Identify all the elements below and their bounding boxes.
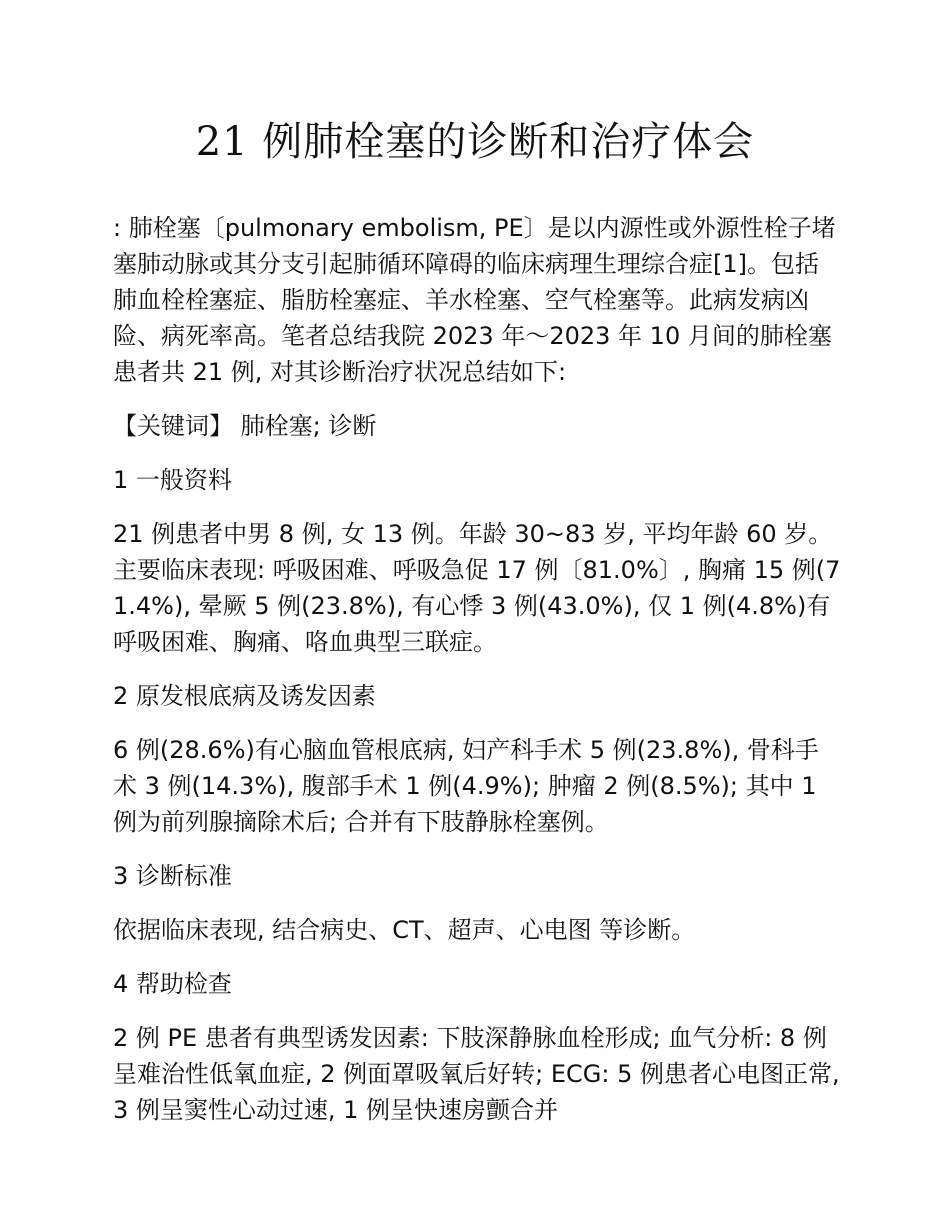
abstract-paragraph: : 肺栓塞〔pulmonary embolism, PE〕是以内源性或外源性栓子堵塞肺动脉或其分支引起肺循环障碍的临床病理生理综合症[1]。包括肺血栓栓塞症、脂肪栓塞症、羊水栓塞、空气栓塞等。此病发病凶险、病死率高。笔者总结我院 2023 年～2023 年 10 月间的肺栓塞患者共 21 例, 对其诊断治疗状况总结如下: — [113, 214, 836, 386]
keywords-line: 【关键词】 肺栓塞; 诊断 — [113, 412, 377, 440]
section-heading: 1 一般资料 — [113, 466, 232, 494]
section-paragraph: 21 例患者中男 8 例, 女 13 例。年龄 30~83 岁, 平均年龄 60 岁。主要临床表现: 呼吸困难、呼吸急促 17 例〔81.0%〕, 胸痛 15 例(71.4%), 晕厥 5 例(23.8%), 有心悸 3 例(43.0%), 仅 1 例(4.8%)有呼吸困难、胸痛、咯血典型三联症。 — [113, 520, 841, 656]
section-paragraph: 6 例(28.6%)有心脑血管根底病, 妇产科手术 5 例(23.8%), 骨科手术 3 例(14.3%), 腹部手术 1 例(4.9%); 肿瘤 2 例(8.5%); 其中 1 例为前列腺摘除术后; 合并有下肢静脉栓塞例。 — [113, 736, 819, 836]
section-heading: 2 原发根底病及诱发因素 — [113, 682, 376, 710]
section-paragraph: 2 例 PE 患者有典型诱发因素: 下肢深静脉血栓形成; 血气分析: 8 例呈难治性低氧血症, 2 例面罩吸氧后好转; ECG: 5 例患者心电图正常, 3 例呈窦性心动过速, 1 例呈快速房颤合并 — [113, 1024, 840, 1124]
document-body — [113, 210, 841, 1146]
section-heading: 4 帮助检查 — [113, 970, 232, 998]
section-paragraph: 依据临床表现, 结合病史、CT、超声、心电图 等诊断。 — [113, 916, 696, 944]
section-heading: 3 诊断标准 — [113, 862, 232, 890]
document-title: 21 例肺栓塞的诊断和治疗体会 — [195, 119, 755, 165]
